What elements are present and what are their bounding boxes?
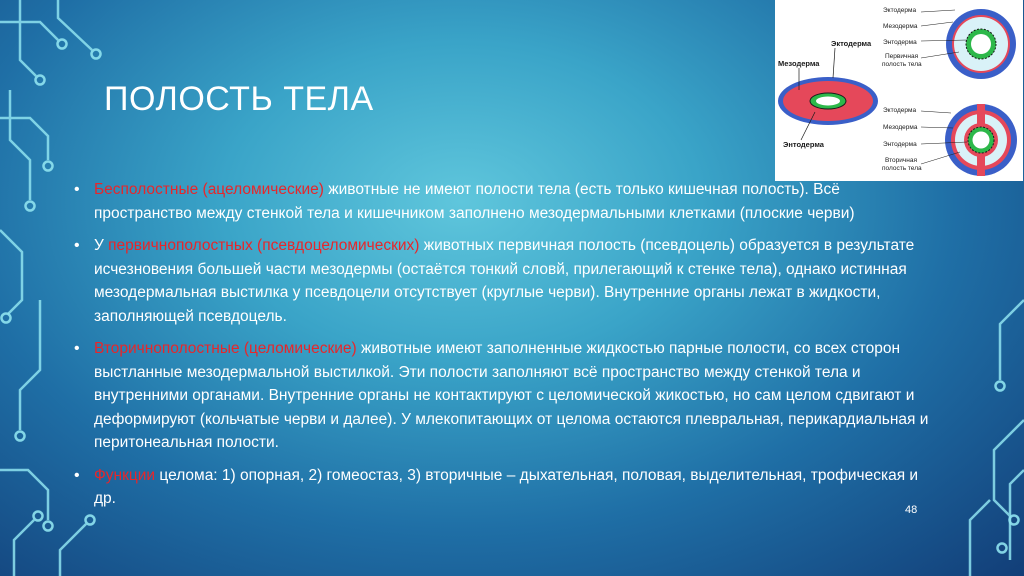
bullet-text: животные имеют заполненные жидкостью парные полости, со всех сторон выстланные мезодермальной выстилкой. Эти полости заполняют всё пространство между стенкой тела и внутренними органами. Внутренние органы не контактируют с целомической жикостью, но сам целом сдвигают и деформируют (кольчатые черви и далее). У млекопитающих от целома остаются плевральная, перикардиальная и перитонеальная полости. — [94, 340, 929, 451]
coelomate-section — [945, 104, 1017, 176]
bullet-item-pseudocoelomate — [74, 234, 934, 328]
bullet-item-coelomate — [74, 337, 934, 455]
label-mesoderm-left: Мезодерма — [778, 59, 820, 68]
label-mesoderm-top: Мезодерма — [883, 23, 918, 30]
label-endoderm-bottom: Энтодерма — [883, 141, 917, 148]
slide-title: ПОЛОСТЬ ТЕЛА — [104, 80, 374, 118]
bullet-highlight: первичнополостных (псевдоцеломических) — [108, 237, 420, 254]
label-mesoderm-bottom: Мезодерма — [883, 124, 918, 131]
label-ectoderm-bottom: Эктодерма — [883, 107, 917, 114]
bullet-highlight: Бесполостные (ацеломические) — [94, 181, 324, 198]
slide-number: 48 — [905, 504, 918, 516]
bullet-text: животных первичная полость (псевдоцель) образуется в результате исчезновения большей части мезодермы (остаётся тонкий словй, прилегающий к стенке тела), однако истинная мезодермальная выстилка у псевдоцели отсутствует (круглые черви). Внутренние органы лежат в жидкости, заполняющей псевдоцель. — [94, 237, 915, 325]
bullet-text: животные не имеют полости тела (есть только кишечная полость). Всё пространство между стенкой тела и кишечником заполнено мезодермальными клетками (плоские черви) — [94, 181, 855, 222]
bullet-marker: • — [74, 237, 80, 254]
label-primary-cavity-2: полость тела — [882, 61, 922, 68]
label-endoderm-top: Энтодерма — [883, 39, 917, 46]
label-secondary-cavity-1: Вторичная — [885, 157, 917, 164]
label-primary-cavity-1: Первичная — [885, 53, 919, 60]
bullet-marker: • — [74, 181, 80, 198]
bullet-highlight: Функции — [94, 466, 156, 484]
bullet-item-acoelomate — [74, 178, 934, 225]
bullet-marker: • — [74, 340, 80, 357]
bullet-list — [74, 178, 934, 520]
label-endoderm-left: Энтодерма — [783, 140, 824, 149]
label-secondary-cavity-2: полость тела — [882, 165, 922, 172]
bullet-highlight: Вторичнополостные (целомические) — [94, 340, 357, 357]
body-cavity-diagram — [775, 0, 1023, 181]
label-ectoderm-left: Эктодерма — [831, 39, 872, 48]
bullet-text: целома: 1) опорная, 2) гомеостаз, 3) вторичные – дыхательная, половая, выделительная, трофическая и др. — [94, 466, 919, 507]
pseudocoelomate-section — [946, 9, 1016, 79]
bullet-prefix: У — [94, 237, 109, 254]
acoelomate-section — [778, 77, 878, 125]
bullet-marker: • — [74, 466, 80, 484]
bullet-item-functions — [74, 464, 934, 511]
label-ectoderm-top: Эктодерма — [883, 7, 917, 14]
